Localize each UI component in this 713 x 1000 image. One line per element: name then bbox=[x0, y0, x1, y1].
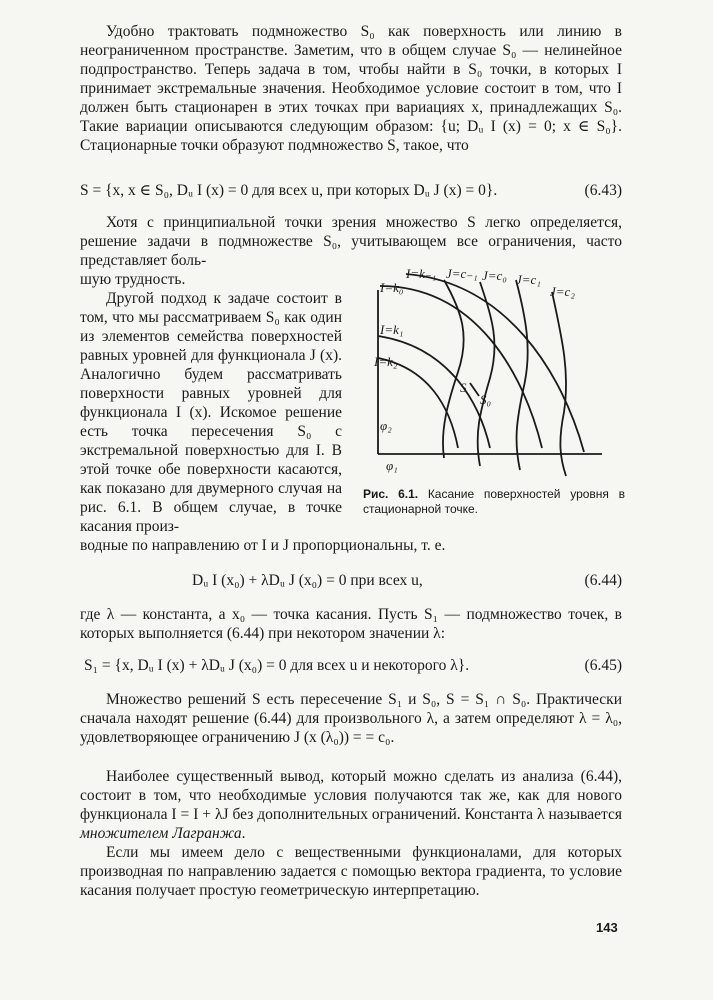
paragraph-3: Другой подход к задаче состоит в том, что мы рассматриваем S₀ как один из элементов семейства поверхностей равных уровней для функционала J (x). Аналогично будем рассматривать поверхности равных уровней для функционала I (x). Искомое решение есть точка пересечения S₀ с экстремальной поверхностью для I. В этой точке обе поверхности касаются, как показано для двумерного случая на рис. 6.1. В общем случае, в точке касания произ- bbox=[80, 290, 342, 535]
label-phi2: φ₂ bbox=[380, 418, 392, 433]
lagrange-multiplier-term: множителем Лагранжа bbox=[80, 825, 242, 842]
figure-caption bbox=[363, 487, 625, 517]
page-number: 143 bbox=[596, 920, 618, 935]
paragraph-4: где λ — константа, а x₀ — точка касания. Пусть S₁ — подмножество точек, в которых выполняется (6.44) при некотором значении λ: bbox=[80, 606, 622, 642]
figure-6-1 bbox=[366, 262, 616, 480]
label-I-k1: I=k₁ bbox=[380, 322, 404, 337]
curve-I-k-1 bbox=[406, 274, 584, 452]
label-J-c2: J=c₂ bbox=[550, 284, 575, 299]
equation-6-43 bbox=[80, 181, 622, 201]
label-J-c-1: J=c₋₁ bbox=[446, 266, 478, 281]
label-I-k-1: I=k₋₁ bbox=[406, 266, 437, 281]
figure-caption-text: Касание поверхностей уровня в стационарной точке. bbox=[363, 487, 625, 516]
paragraph-6-text: Наиболее существенный вывод, который можно сделать из анализа (6.44), состоит в том, что необходимые условия получаются так же, как для нового функционала I = I + λJ без дополнительных ограничений. Константа λ называется bbox=[80, 768, 622, 823]
label-J-c0: J=c₀ bbox=[482, 268, 507, 283]
label-S: S bbox=[460, 380, 467, 395]
curve-I-k2 bbox=[378, 358, 458, 448]
label-J-c1: J=c₁ bbox=[516, 272, 541, 287]
tangent-arrow bbox=[470, 383, 479, 396]
curve-J-c0 bbox=[478, 282, 495, 466]
paragraph-2-tail: шую трудность. bbox=[80, 271, 186, 288]
paragraph-2: Хотя с принципиальной точки зрения множество S легко определяется, решение задачи в подмножестве S₀, учитывающем все ограничения, часто представляет боль- bbox=[80, 214, 622, 269]
label-phi1: φ₁ bbox=[386, 458, 398, 473]
equation-6-44-number: (6.44) bbox=[584, 572, 622, 589]
paragraph-3-tail: водные по направлению от I и J пропорциональны, т. е. bbox=[80, 537, 446, 554]
equation-6-43-body: S = {x, x ∈ S₀, Dᵤ I (x) = 0 для всех u, при которых Dᵤ J (x) = 0}. bbox=[80, 182, 498, 199]
paragraph-5: Множество решений S есть пересечение S₁ и S₀, S = S₁ ∩ S₀. Практически сначала находят решение (6.44) для произвольного λ, а затем определяют λ = λ₀, удовлетворяющее ограничению J (x (λ₀)) = = c₀. bbox=[80, 691, 622, 746]
paragraph-1: Удобно трактовать подмножество S₀ как поверхность или линию в неограниченном пространстве. Заметим, что в общем случае S₀ — нелинейное подпространство. Теперь задача в том, чтобы найти в S₀ точки, в которых I принимает экстремальные значения. Необходимое условие состоит в том, что I должен быть стационарен в этих точках при вариациях x, принадлежащих S₀. Такие вариации описываются следующим образом: {u; Dᵤ I (x) = 0; x ∈ S₀}. Стационарные точки образуют подмножество S, такое, что bbox=[80, 23, 622, 154]
figure-caption-label: Рис. 6.1. bbox=[363, 487, 419, 501]
equation-6-43-number: (6.43) bbox=[584, 182, 622, 199]
paragraph-7: Если мы имеем дело с вещественными функционалами, для которых производная по направлению задается с помощью вектора градиента, то условие касания получает простую геометрическую интерпретацию. bbox=[80, 844, 622, 899]
label-I-k0: I=k₀ bbox=[380, 280, 404, 295]
equation-6-44-body: Dᵤ I (x₀) + λDᵤ J (x₀) = 0 при всех u, bbox=[192, 572, 423, 589]
equation-6-45-number: (6.45) bbox=[584, 657, 622, 674]
label-S0: S₀ bbox=[480, 392, 492, 407]
curve-J-c2 bbox=[552, 292, 566, 476]
paragraph-6-end: . bbox=[241, 825, 246, 842]
paragraph-6 bbox=[80, 767, 622, 843]
label-I-k2: I=k₂ bbox=[374, 354, 398, 369]
equation-6-45-body: S₁ = {x, Dᵤ I (x) + λDᵤ J (x₀) = 0 для всех u и некоторого λ}. bbox=[84, 657, 470, 674]
curve-J-c1 bbox=[516, 280, 528, 470]
